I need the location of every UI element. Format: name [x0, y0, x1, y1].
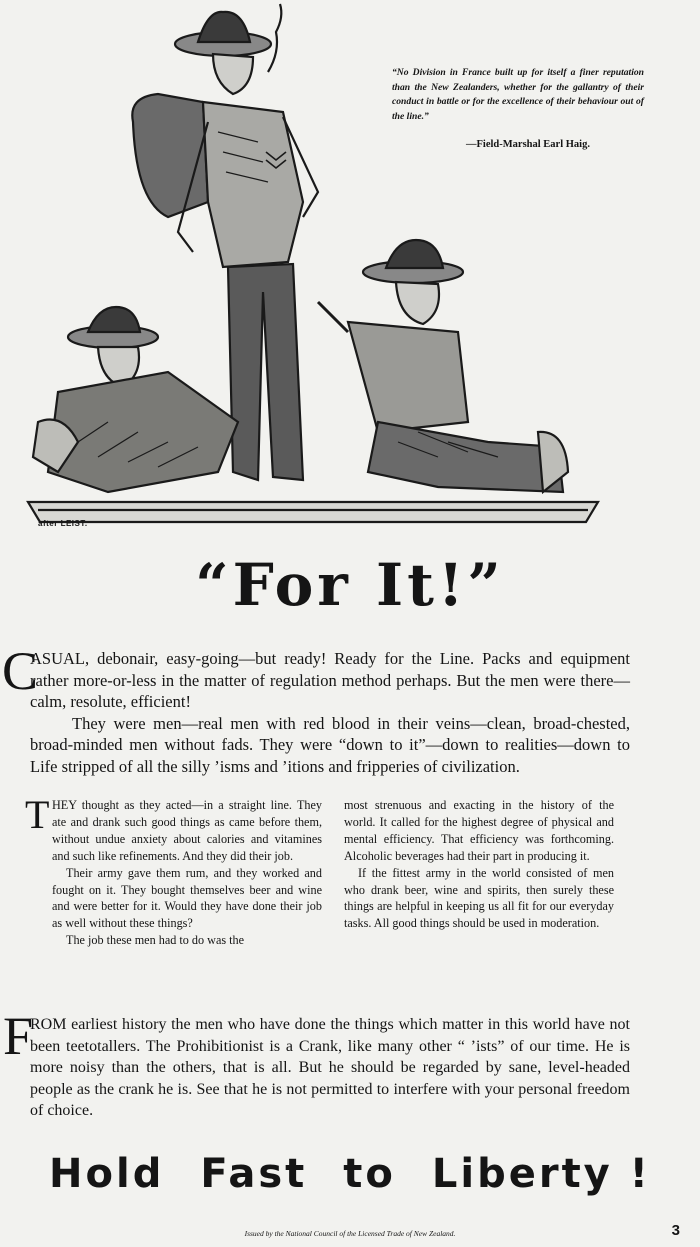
from-dropcap: F — [3, 1006, 34, 1066]
slogan-word-4: Liberty ! — [431, 1151, 651, 1197]
haig-quote: “No Division in France built up for itself a finer reputation than the New Zealanders, whether for the gallantry of their conduct in battle or for the excellence of their behaviour out of the line.” — [392, 67, 644, 122]
left-paragraph-2: Their army gave them rum, and they worked and fought on it. They bought themselves beer and wine and were better for it. Would they have done their job as well without these things? — [52, 865, 322, 931]
slogan — [0, 1146, 700, 1202]
right-paragraph-2: If the fittest army in the world consisted of men who drank beer, wine and spirits, then surely these things are helpful in keeping us all fit for our everyday tasks. All good things should be used in moderation. — [344, 865, 614, 931]
intro-text — [30, 648, 630, 777]
slogan-word-2: Fast — [200, 1151, 308, 1197]
from-paragraph: ROM earliest history the men who have done the things which matter in this world have not been teetotallers. The Prohibitionist is a Crank, like many other “ ’ists” of our time. He is more noisy than the others, that is all. But he should be regarded by sane, level-headed people as the crank he is. See that he is not permitted to interfere with your personal freedom of choice. — [30, 1016, 630, 1119]
slogan-word-1: Hold — [49, 1151, 165, 1197]
left-column — [52, 797, 322, 949]
slogan-word-3: to — [343, 1151, 396, 1197]
quote-attribution: —Field-Marshal Earl Haig. — [466, 139, 590, 150]
left-paragraph-1: HEY thought as they acted—in a straight line. They ate and drank such good things as came before them, without undue anxiety about calories and vitamines and such like refinements. And they did their job. — [52, 798, 322, 863]
intro-paragraph-1: ASUAL, debonair, easy-going—but ready! Ready for the Line. Packs and equipment rather more-or-less in the matter of regulation method perhaps. But the men were there—calm, resolute, efficient! — [30, 649, 630, 711]
from-section — [30, 1014, 630, 1122]
page-number: 3 — [671, 1222, 680, 1239]
headline: “For It!” — [195, 551, 505, 619]
right-paragraph-1: most strenuous and exacting in the history of the world. It called for the highest degree of physical and mental efficiency. That efficiency was forthcoming. Alcoholic beverages had their part in producing it. — [344, 798, 614, 863]
right-column — [344, 797, 614, 932]
intro-dropcap: C — [2, 641, 39, 701]
intro-paragraph-2: They were men—real men with red blood in their veins—clean, broad-chested, broad-minded men without fads. They were “down to it”—down to realities—down to Life stripped of all the silly ’isms and ’itions and fripperies of civilization. — [30, 713, 630, 776]
artist-credit: after LEIST. — [38, 519, 88, 528]
left-paragraph-3: The job these men had to do was the — [66, 933, 245, 948]
columns-dropcap: T — [25, 792, 50, 837]
issued-by-credit: Issued by the National Council of the Licensed Trade of New Zealand. — [244, 1229, 456, 1238]
